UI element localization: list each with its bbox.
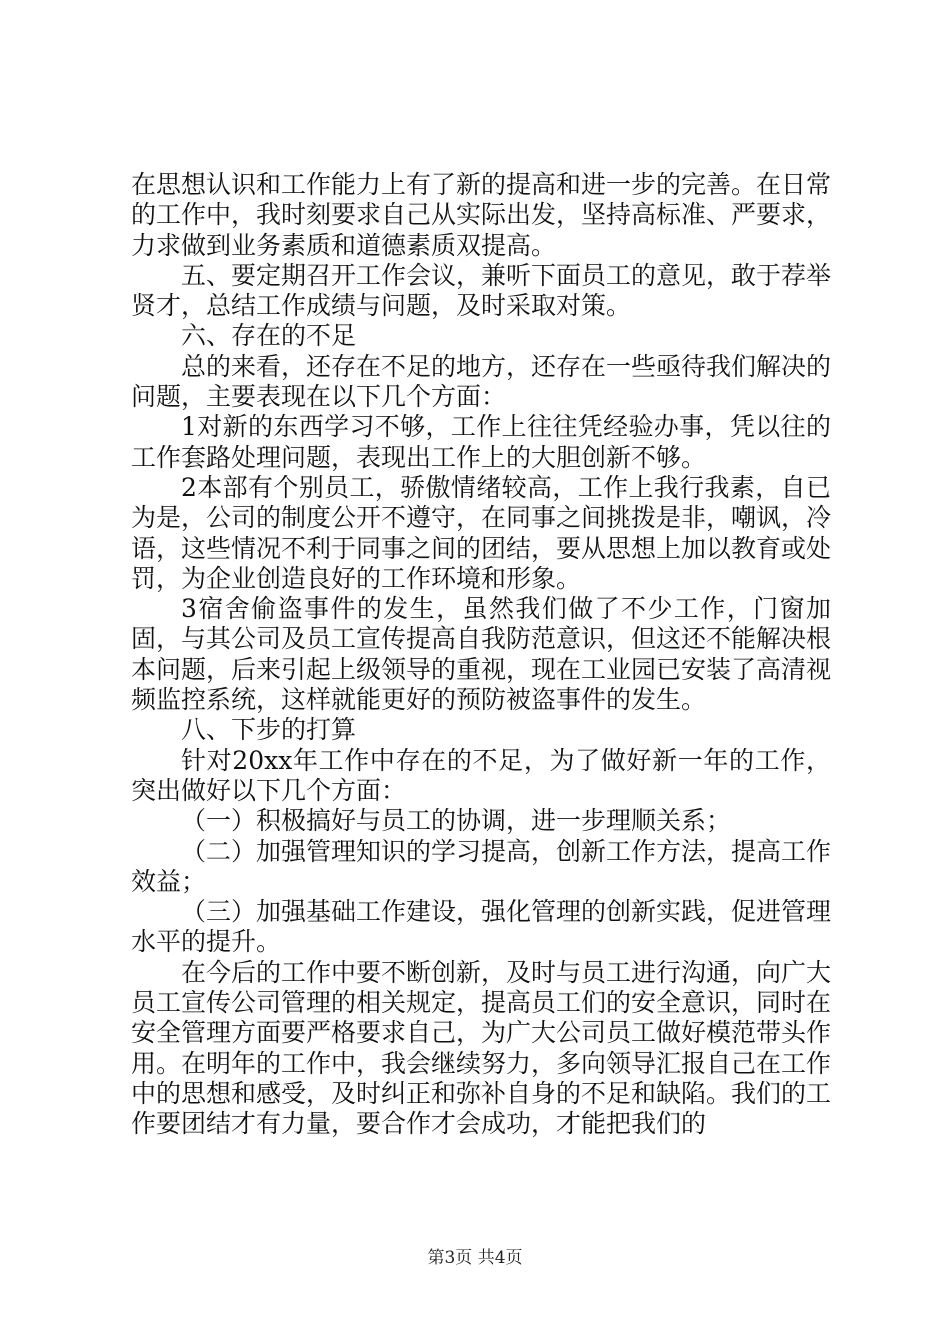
page-number-footer: 第3页 共4页 bbox=[427, 1248, 523, 1268]
paragraph-item-two: （二）加强管理知识的学习提高，创新工作方法，提高工作效益； bbox=[131, 836, 832, 896]
paragraph-continuation: 在思想认识和工作能力上有了新的提高和进一步的完善。在日常的工作中，我时刻要求自己从实际出发，坚持高标准、严要求，力求做到业务素质和道德素质双提高。 bbox=[131, 170, 832, 260]
paragraph-next-steps-intro: 针对20xx年工作中存在的不足，为了做好新一年的工作，突出做好以下几个方面： bbox=[131, 745, 831, 805]
paragraph-item-three: （三）加强基础工作建设，强化管理的创新实践，促进管理水平的提升。 bbox=[131, 897, 832, 957]
paragraph-point-1: 1对新的东西学习不够，工作上往往凭经验办事，凭以往的工作套路处理问题，表现出工作上的大胆创新不够。 bbox=[131, 412, 831, 472]
paragraph-point-3: 3宿舍偷盗事件的发生，虽然我们做了不少工作，门窗加固，与其公司及员工宣传提高自我防范意识，但这还不能解决根本问题，后来引起上级领导的重视，现在工业园已安装了高清视频监控系统，这样就能更好的预防被盗事件的发生。 bbox=[131, 594, 832, 715]
paragraph-shortcomings-intro: 总的来看，还存在不足的地方，还存在一些亟待我们解决的问题，主要表现在以下几个方面： bbox=[131, 351, 832, 412]
paragraph-closing: 在今后的工作中要不断创新，及时与员工进行沟通，向广大员工宣传公司管理的相关规定，提高员工们的安全意识，同时在安全管理方面要严格要求自己，为广大公司员工做好模范带头作用。在明年的工作中，我会继续努力，多向领导汇报自己在工作中的思想和感受，及时纠正和弥补自身的不足和缺陷。我们的工作要团结才有力量，要合作才会成功，才能把我们的 bbox=[131, 957, 832, 1139]
heading-next-steps: 八、下步的打算 bbox=[181, 715, 357, 745]
paragraph-section-five: 五、要定期召开工作会议，兼听下面员工的意见，敢于荐举贤才，总结工作成绩与问题，及时采取对策。 bbox=[131, 260, 832, 321]
paragraph-item-one: （一）积极搞好与员工的协调，进一步理顺关系； bbox=[181, 806, 732, 836]
paragraph-point-2: 2本部有个别员工，骄傲情绪较高，工作上我行我素，自已为是，公司的制度公开不遵守，在同事之间挑拨是非，嘲讽，冷语，这些情况不利于同事之间的团结，要从思想上加以教育或处罚，为企业创造良好的工作环境和形象。 bbox=[131, 472, 832, 593]
document-body bbox=[131, 170, 831, 1140]
heading-shortcomings: 六、存在的不足 bbox=[181, 321, 357, 351]
